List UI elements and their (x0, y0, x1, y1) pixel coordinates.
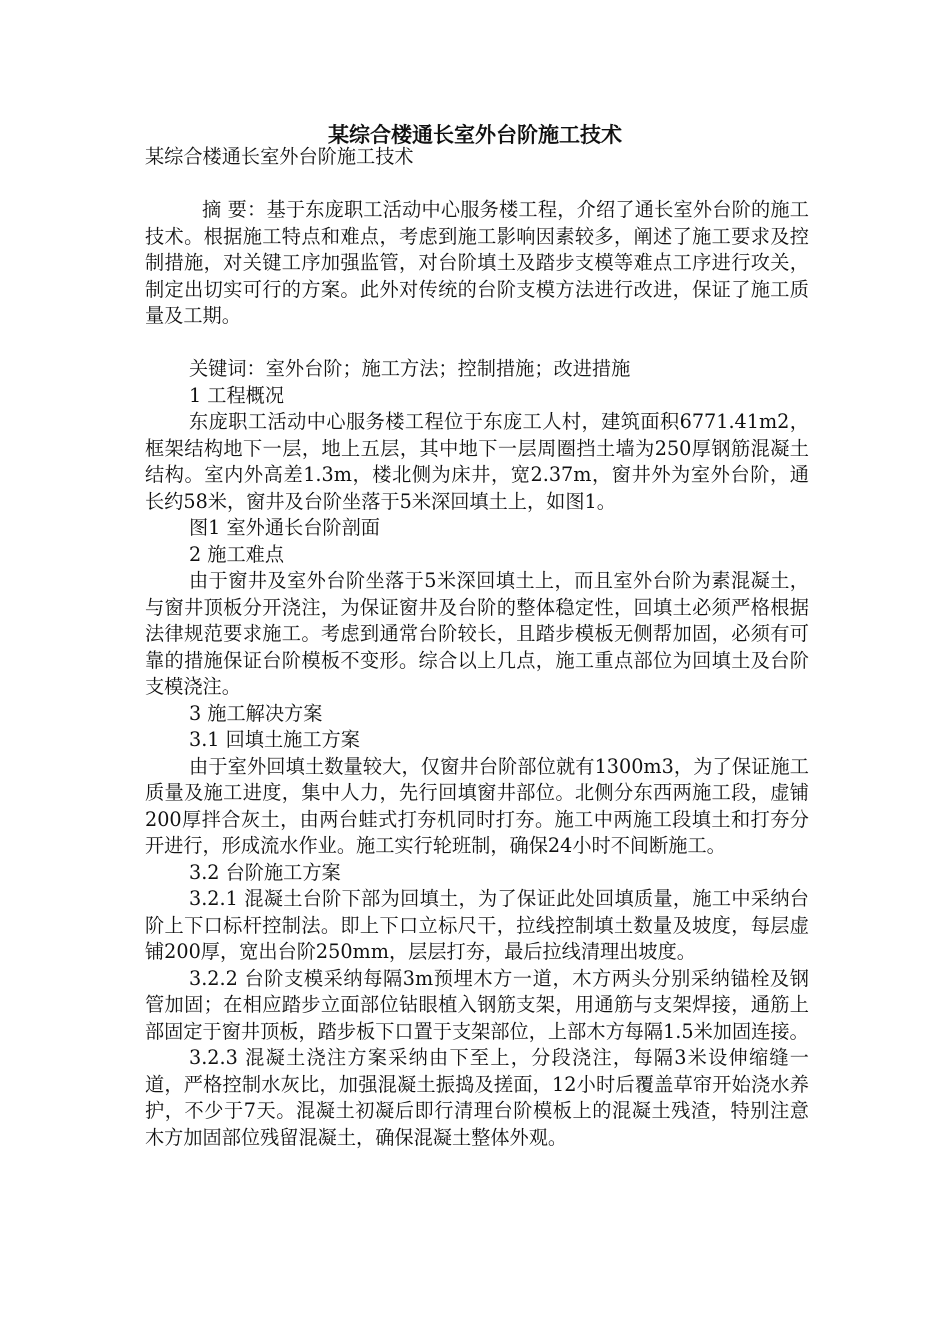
document-body (145, 144, 809, 1151)
section-3-heading: 3 施工解决方案 (189, 701, 323, 725)
section-3-2-3-paragraph: 3.2.3 混凝土浇注方案采纳由下至上，分段浇注，每隔3米设伸缩缝一道，严格控制水灰比，加强混凝土振捣及搓面，12小时后覆盖草帘开始浇水养护，不少于7天。混凝土初凝后即行清理台阶模板上的混凝土残渣，特别注意木方加固部位残留混凝土，确保混凝土整体外观。 (145, 1046, 809, 1149)
section-3-2-heading: 3.2 台阶施工方案 (189, 860, 341, 884)
document-title: 某综合楼通长室外台阶施工技术 (328, 123, 622, 147)
section-3-2-2-paragraph: 3.2.2 台阶支模采纳每隔3m预埋木方一道，木方两头分别采纳锚栓及钢管加固；在相应踏步立面部位钻眼植入钢筋支架，用通筋与支架焊接，通筋上部固定于窗井顶板，踏步板下口置于支架部位，上部木方每隔1.5米加固连接。 (145, 966, 809, 1043)
section-2-heading: 2 施工难点 (189, 542, 285, 566)
keywords-line: 关键词：室外台阶；施工方法；控制措施；改进措施 (189, 357, 631, 380)
section-1-paragraph: 东庞职工活动中心服务楼工程位于东庞工人村，建筑面积6771.41m2，框架结构地下一层，地上五层，其中地下一层周圈挡土墙为250厚钢筋混凝土结构。室内外高差1.3m，楼北侧为床井，宽2.37m，窗井外为室外台阶，通长约58米，窗井及台阶坐落于5米深回填土上，如图1。 (145, 410, 809, 513)
section-3-2-1-paragraph: 3.2.1 混凝土台阶下部为回填土，为了保证此处回填质量，施工中采纳台阶上下口标杆控制法。即上下口立标尺干，拉线控制填土数量及坡度，每层虚铺200厚，宽出台阶250mm，层层打夯，最后拉线清理出坡度。 (145, 887, 809, 963)
figure-1-caption: 图1 室外通长台阶剖面 (189, 516, 380, 539)
section-2-paragraph: 由于窗井及室外台阶坐落于5米深回填土上，而且室外台阶为素混凝土，与窗井顶板分开浇注，为保证窗井及台阶的整体稳定性，回填土必须严格根据法律规范要求施工。考虑到通常台阶较长，且踏步模板无侧帮加固，必须有可靠的措施保证台阶模板不变形。综合以上几点，施工重点部位为回填土及台阶支模浇注。 (145, 569, 809, 698)
section-3-1-heading: 3.1 回填土施工方案 (189, 728, 360, 751)
abstract-paragraph: 摘 要：基于东庞职工活动中心服务楼工程，介绍了通长室外台阶的施工技术。根据施工特点和难点，考虑到施工影响因素较多，阐述了施工要求及控制措施，对关键工序加强监管，对台阶填土及踏步支模等难点工序进行攻关，制定出切实可行的方案。此外对传统的台阶支模方法进行改进，保证了施工质量及工期。 (145, 198, 809, 327)
section-3-1-paragraph: 由于室外回填土数量较大，仅窗井台阶部位就有1300m3，为了保证施工质量及施工进度，集中人力，先行回填窗井部位。北侧分东西两施工段，虚铺200厚拌合灰土，由两台蛙式打夯机同时打夯。施工中两施工段填土和打夯分开进行，形成流水作业。施工实行轮班制，确保24小时不间断施工。 (145, 754, 809, 857)
section-1-heading: 1 工程概况 (189, 383, 285, 407)
document-subtitle: 某综合楼通长室外台阶施工技术 (145, 145, 414, 168)
